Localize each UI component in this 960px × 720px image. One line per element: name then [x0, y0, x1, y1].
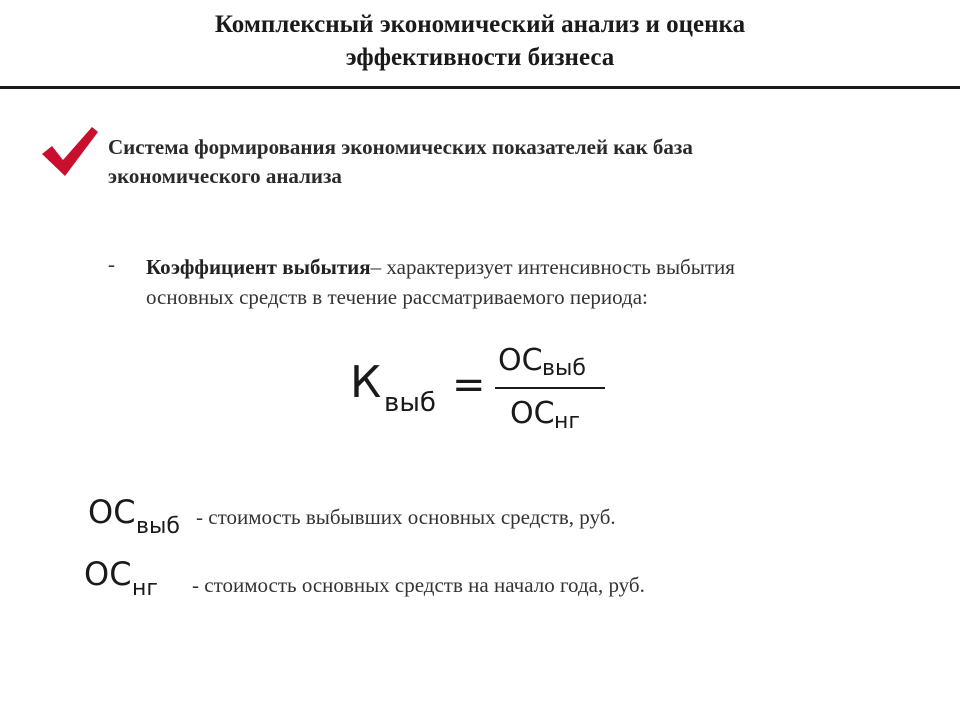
- slide-title-line-2: эффективности бизнеса: [345, 44, 615, 71]
- formula-lhs: К: [350, 357, 382, 408]
- fraction-bar: [495, 387, 605, 389]
- formula: [350, 340, 650, 450]
- formula-equals: =: [452, 362, 486, 408]
- formula-denominator: ОС: [510, 396, 555, 431]
- definition-line-2: основных средств в течение рассматриваемого периода:: [146, 285, 648, 309]
- legend-symbol-1-subscript: выб: [136, 514, 180, 539]
- checkmark-icon: [38, 124, 100, 180]
- legend-symbol-1-main: ОС: [88, 493, 136, 531]
- formula-lhs-subscript: выб: [384, 388, 436, 418]
- header-divider: [0, 86, 960, 89]
- formula-numerator-subscript: выб: [542, 356, 586, 381]
- slide-title: [0, 8, 960, 74]
- slide-header: [0, 0, 960, 86]
- definition-text-part-1: – характеризует интенсивность выбытия: [370, 255, 735, 279]
- slide-title-line-1: Комплексный экономический анализ и оценка: [214, 11, 746, 38]
- legend-symbol-2: [84, 556, 194, 606]
- definition-text: [146, 252, 916, 312]
- definition-line-1: [146, 252, 916, 282]
- bullet-dash: -: [108, 252, 115, 276]
- section-title-line-1: Система формирования экономических показателей как база: [108, 135, 693, 159]
- legend-text-1: - стоимость выбывших основных средств, руб.: [196, 505, 616, 529]
- legend-text-2: - стоимость основных средств на начало года, руб.: [192, 573, 645, 597]
- section-title: [108, 133, 908, 191]
- formula-denominator-subscript: нг: [554, 409, 580, 434]
- legend-symbol-2-main: ОС: [84, 555, 132, 593]
- formula-numerator: ОС: [498, 343, 543, 378]
- section-title-line-2: экономического анализа: [108, 164, 342, 188]
- definition-term: Коэффициент выбытия: [146, 255, 371, 279]
- legend-symbol-1: [88, 494, 198, 544]
- legend-symbol-2-subscript: нг: [132, 576, 158, 601]
